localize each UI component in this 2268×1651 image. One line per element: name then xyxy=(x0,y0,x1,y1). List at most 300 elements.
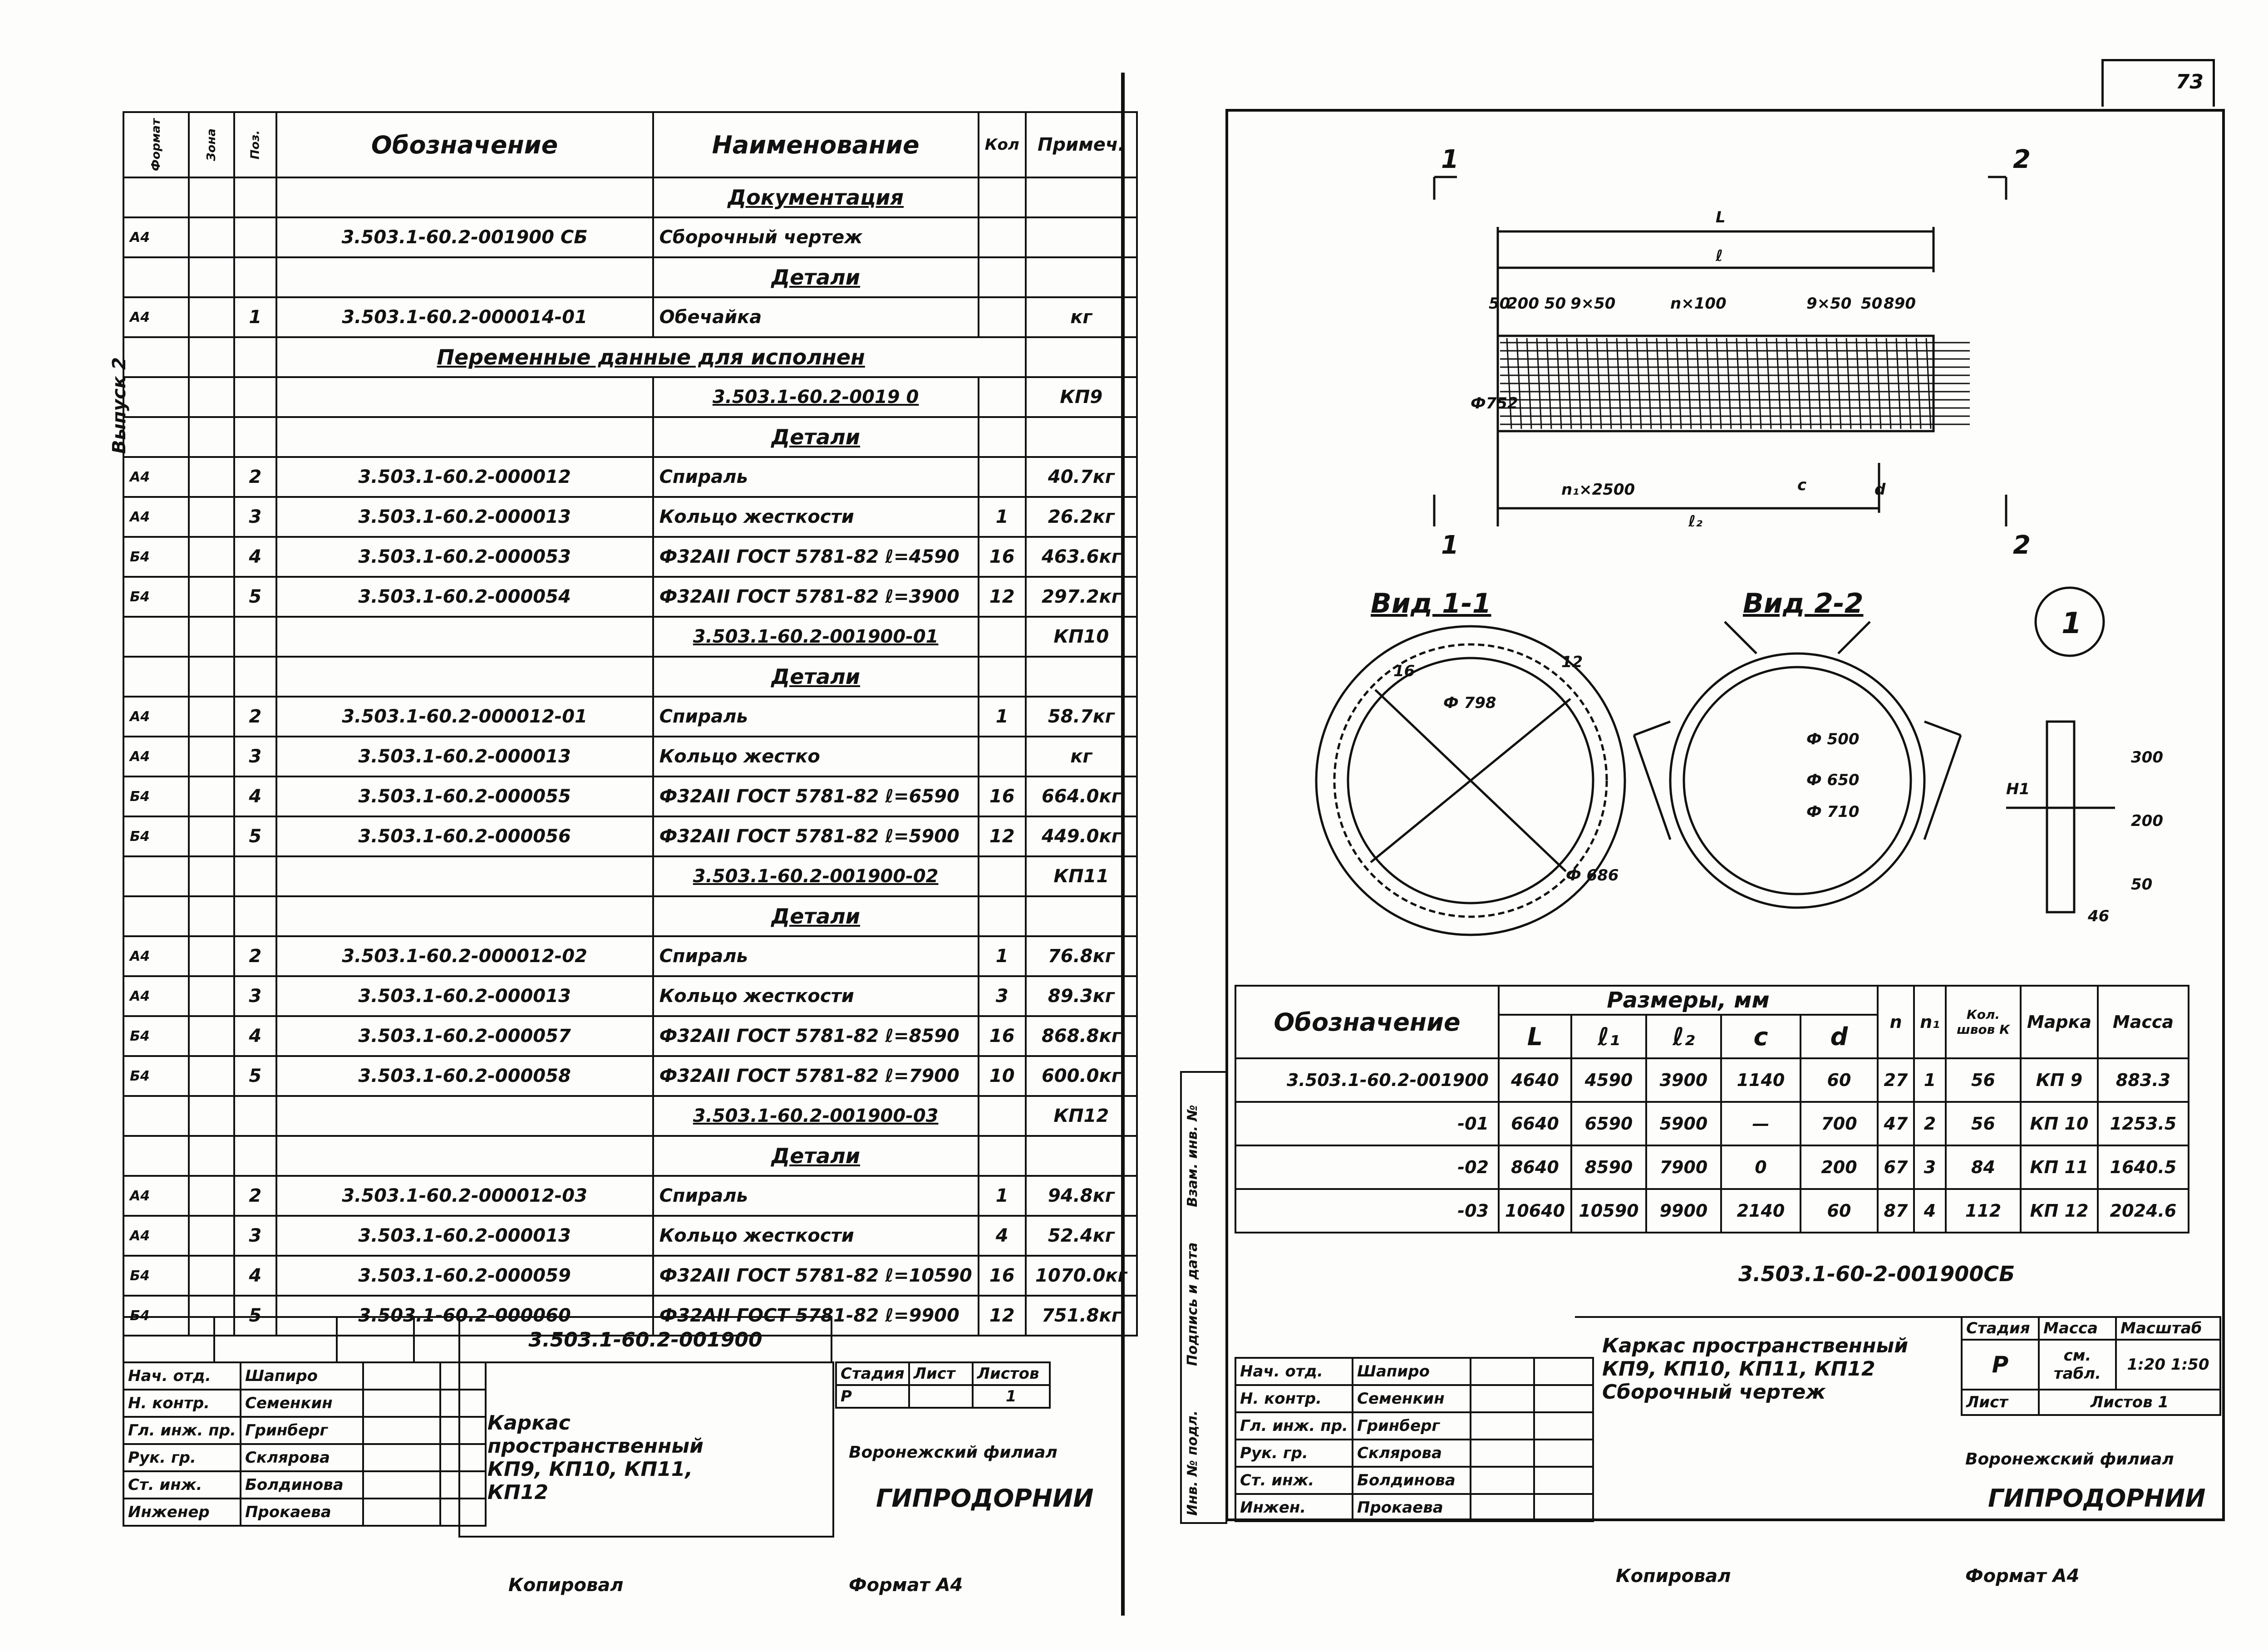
spec-pos: 2 xyxy=(234,1176,276,1216)
spec-qty xyxy=(979,737,1026,776)
left-stamp-title: Каркас пространственный КП9, КП10, КП11, КП12 xyxy=(487,1411,704,1504)
left-org2: ГИПРОДОРНИИ xyxy=(876,1484,1094,1513)
dims-cell: 60 xyxy=(1801,1058,1878,1102)
person-name: Гринберг xyxy=(1353,1412,1471,1440)
spec-qty: 1 xyxy=(979,936,1026,976)
person-role: Н. контр. xyxy=(1235,1385,1353,1412)
sheets-label: Листов xyxy=(973,1362,1050,1385)
spec-qty xyxy=(979,457,1026,497)
col-zone: Зона xyxy=(189,112,234,177)
person-role: Рук. гр. xyxy=(1235,1440,1353,1467)
drawing-label: Н1 xyxy=(2006,780,2030,798)
spec-row xyxy=(123,457,1137,497)
col-note: Примеч. xyxy=(1026,112,1137,177)
spec-note: 76.8кг xyxy=(1026,936,1137,976)
r-stage-value: Р xyxy=(1962,1340,2039,1390)
spec-note: 58.7кг xyxy=(1026,697,1137,737)
spec-row xyxy=(123,297,1137,337)
spec-row xyxy=(123,177,1137,217)
spec-row xyxy=(123,257,1137,297)
spec-row xyxy=(123,1136,1137,1176)
dims-cell: 47 xyxy=(1878,1102,1914,1145)
col-pos: Поз. xyxy=(234,112,276,177)
person-role: Ст. инж. xyxy=(123,1471,241,1499)
dims-cell: 8640 xyxy=(1499,1145,1571,1189)
sheets-value: 1 xyxy=(973,1385,1050,1408)
right-stage-block xyxy=(1961,1316,2221,1416)
spec-name: Ф32АII ГОСТ 5781-82 ℓ=10590 xyxy=(653,1256,979,1296)
dims-cell: -03 xyxy=(1235,1189,1499,1233)
spec-qty: 12 xyxy=(979,577,1026,617)
spec-qty: 3 xyxy=(979,976,1026,1016)
spec-row xyxy=(123,1256,1137,1296)
dims-cell: 6640 xyxy=(1499,1102,1571,1145)
side-strip xyxy=(1180,1071,1227,1524)
dims-col-d: d xyxy=(1801,1015,1878,1058)
spec-row xyxy=(123,976,1137,1016)
spec-name: Кольцо жесткости xyxy=(653,1216,979,1256)
signature-row xyxy=(123,1362,486,1390)
col-format: Формат xyxy=(123,112,189,177)
section-title: Детали xyxy=(653,417,979,457)
drawing-label: n×100 xyxy=(1670,295,1727,313)
spec-format: Б4 xyxy=(123,537,189,577)
dims-cell: 2 xyxy=(1914,1102,1946,1145)
dims-col-mass: Масса xyxy=(2098,986,2189,1058)
spec-row xyxy=(123,497,1137,537)
person-name: Болдинова xyxy=(241,1471,363,1499)
left-footer-copied: Копировал xyxy=(508,1575,624,1596)
drawing-label: n₁×2500 xyxy=(1561,481,1635,499)
spec-row xyxy=(123,896,1137,936)
spec-pos xyxy=(234,377,276,417)
spec-pos xyxy=(234,617,276,657)
spec-row xyxy=(123,816,1137,856)
section-title: Детали xyxy=(653,657,979,697)
spec-note: КП10 xyxy=(1026,617,1137,657)
spec-format: А4 xyxy=(123,936,189,976)
dims-cell: 1640.5 xyxy=(2098,1145,2189,1189)
spec-name: Ф32АII ГОСТ 5781-82 ℓ=4590 xyxy=(653,537,979,577)
spec-qty: 1 xyxy=(979,1176,1026,1216)
person-name: Прокаева xyxy=(241,1499,363,1526)
spec-qty xyxy=(979,377,1026,417)
r-sheets-label: Листов 1 xyxy=(2039,1390,2220,1415)
col-qty: Кол xyxy=(979,112,1026,177)
signature-row xyxy=(1235,1358,1593,1385)
dims-row xyxy=(1235,1145,2189,1189)
dims-col-c: c xyxy=(1721,1015,1801,1058)
spec-format: А4 xyxy=(123,297,189,337)
spec-note: 52.4кг xyxy=(1026,1216,1137,1256)
drawing-label: 50 xyxy=(1861,295,1883,313)
section-title: Документация xyxy=(653,177,979,217)
drawing-label: Ф 500 xyxy=(1806,730,1860,748)
view2-outer-ring xyxy=(1670,654,1924,908)
spec-name: 3.503.1-60.2-001900-02 xyxy=(653,856,979,896)
r-mass-value: см. табл. xyxy=(2039,1340,2116,1390)
person-role: Гл. инж. пр. xyxy=(1235,1412,1353,1440)
drawing-label: Ф 798 xyxy=(1443,694,1496,712)
spec-designation: 3.503.1-60.2-000012-01 xyxy=(276,697,653,737)
spec-designation: 3.503.1-60.2-000013 xyxy=(276,497,653,537)
spec-row xyxy=(123,537,1137,577)
dims-cell: 200 xyxy=(1801,1145,1878,1189)
spec-format: Б4 xyxy=(123,776,189,816)
spec-format: А4 xyxy=(123,1216,189,1256)
spec-row xyxy=(123,577,1137,617)
drawing-label: 9×50 xyxy=(1570,295,1616,313)
dims-cell: 3 xyxy=(1914,1145,1946,1189)
spec-qty: 16 xyxy=(979,537,1026,577)
spec-pos: 3 xyxy=(234,737,276,776)
spec-designation: 3.503.1-60.2-000056 xyxy=(276,816,653,856)
dims-cell: 0 xyxy=(1721,1145,1801,1189)
spec-row xyxy=(123,1216,1137,1256)
dims-cell: — xyxy=(1721,1102,1801,1145)
dims-cell: 27 xyxy=(1878,1058,1914,1102)
dims-cell: 3.503.1-60.2-001900 xyxy=(1235,1058,1499,1102)
spec-designation: 3.503.1-60.2-000013 xyxy=(276,976,653,1016)
drawing-label: 16 xyxy=(1393,662,1415,680)
drawing-label: 300 xyxy=(2131,748,2163,767)
signature-row xyxy=(1235,1467,1593,1494)
spec-name: Ф32АII ГОСТ 5781-82 ℓ=7900 xyxy=(653,1056,979,1096)
spec-pos xyxy=(234,856,276,896)
dims-col-mark: Марка xyxy=(2021,986,2098,1058)
col-designation: Обозначение xyxy=(276,112,653,177)
dims-cell: 84 xyxy=(1946,1145,2021,1189)
spec-pos: 5 xyxy=(234,1056,276,1096)
drawing-label: Ф 710 xyxy=(1806,803,1860,821)
drawing-label: c xyxy=(1797,476,1807,494)
spec-designation: 3.503.1-60.2-001900 СБ xyxy=(276,217,653,257)
spec-designation xyxy=(276,1096,653,1136)
left-stamp-title-area xyxy=(458,1361,834,1538)
specification-table xyxy=(123,111,1138,1337)
spec-name: Кольцо жестко xyxy=(653,737,979,776)
signature-row xyxy=(123,1390,486,1417)
dims-cell: 56 xyxy=(1946,1058,2021,1102)
signature-row xyxy=(123,1417,486,1444)
spec-pos: 3 xyxy=(234,976,276,1016)
spec-row xyxy=(123,1016,1137,1056)
spec-row xyxy=(123,1176,1137,1216)
drawing-label: 200 50 xyxy=(1507,295,1566,313)
spec-name: Спираль xyxy=(653,1176,979,1216)
spec-qty xyxy=(979,217,1026,257)
spec-name: Ф32АII ГОСТ 5781-82 ℓ=6590 xyxy=(653,776,979,816)
spec-qty xyxy=(979,297,1026,337)
sec-label-1: 1 xyxy=(1441,145,1459,174)
dims-cell: 1140 xyxy=(1721,1058,1801,1102)
dims-cell: 883.3 xyxy=(2098,1058,2189,1102)
spec-designation: 3.503.1-60.2-000057 xyxy=(276,1016,653,1056)
spec-designation: 3.503.1-60.2-000060 xyxy=(276,1296,653,1336)
drawing-label: 12 xyxy=(1561,653,1583,671)
spec-name: Сборочный чертеж xyxy=(653,217,979,257)
spec-format: Б4 xyxy=(123,1296,189,1336)
spec-qty: 4 xyxy=(979,1216,1026,1256)
spec-body xyxy=(123,177,1137,1336)
spec-row xyxy=(123,617,1137,657)
issue-label: Выпуск 2 xyxy=(109,357,130,454)
spec-format: Б4 xyxy=(123,1256,189,1296)
drawing-label: Ф 686 xyxy=(1566,866,1619,884)
right-stamp-code: 3.503.1-60-2-001900СБ xyxy=(1738,1262,2015,1286)
spec-format xyxy=(123,617,189,657)
dims-col-l1: ℓ₁ xyxy=(1571,1015,1646,1058)
drawing-label: 50 xyxy=(1489,295,1510,313)
spec-pos: 5 xyxy=(234,1296,276,1336)
right-footer-copied: Копировал xyxy=(1616,1566,1731,1587)
signature-row xyxy=(1235,1494,1593,1521)
sec-label-2b: 2 xyxy=(2013,531,2031,560)
spec-designation: 3.503.1-60.2-000013 xyxy=(276,1216,653,1256)
spec-designation xyxy=(276,377,653,417)
dims-cell: КП 12 xyxy=(2021,1189,2098,1233)
spec-format xyxy=(123,1096,189,1136)
spec-pos: 3 xyxy=(234,1216,276,1256)
dims-cell: 7900 xyxy=(1646,1145,1721,1189)
side-label-inv: Инв. № подл. xyxy=(1185,1410,1200,1516)
spec-name: Кольцо жесткости xyxy=(653,976,979,1016)
right-stamp-code-area xyxy=(1575,1234,2219,1318)
person-name: Склярова xyxy=(241,1444,363,1471)
dims-row xyxy=(1235,1058,2189,1102)
dims-cell: КП 9 xyxy=(2021,1058,2098,1102)
spec-row xyxy=(123,1056,1137,1096)
spec-pos: 2 xyxy=(234,936,276,976)
spec-qty: 16 xyxy=(979,1016,1026,1056)
person-name: Шапиро xyxy=(241,1362,363,1390)
spec-pos: 4 xyxy=(234,1256,276,1296)
dims-cell: 1 xyxy=(1914,1058,1946,1102)
left-stage-block xyxy=(835,1361,1051,1409)
spec-qty: 12 xyxy=(979,816,1026,856)
spec-row xyxy=(123,417,1137,457)
detail-bar xyxy=(2047,722,2074,912)
right-org1: Воронежский филиал xyxy=(1965,1450,2174,1469)
page-number-box xyxy=(2101,59,2215,107)
spec-name: Спираль xyxy=(653,457,979,497)
left-title-block xyxy=(123,1316,832,1363)
signature-row xyxy=(123,1499,486,1526)
person-role: Гл. инж. пр. xyxy=(123,1417,241,1444)
drawing-label: ℓ₂ xyxy=(1688,512,1702,531)
spec-designation xyxy=(276,856,653,896)
spec-designation: 3.503.1-60.2-000012-03 xyxy=(276,1176,653,1216)
spec-note: КП11 xyxy=(1026,856,1137,896)
person-name: Семенкин xyxy=(241,1390,363,1417)
stage-label: Стадия xyxy=(836,1362,909,1385)
spec-pos: 4 xyxy=(234,537,276,577)
variable-data-title: Переменные данные для исполнен xyxy=(276,337,1026,377)
dims-cell: -02 xyxy=(1235,1145,1499,1189)
spec-name: 3.503.1-60.2-001900-03 xyxy=(653,1096,979,1136)
spec-row xyxy=(123,776,1137,816)
spec-pos: 5 xyxy=(234,577,276,617)
dims-row xyxy=(1235,1189,2189,1233)
dims-cell: 3900 xyxy=(1646,1058,1721,1102)
spec-note: 26.2кг xyxy=(1026,497,1137,537)
dims-cell: 87 xyxy=(1878,1189,1914,1233)
person-name: Болдинова xyxy=(1353,1467,1471,1494)
spec-note: 89.3кг xyxy=(1026,976,1137,1016)
spec-note: 600.0кг xyxy=(1026,1056,1137,1096)
spec-qty xyxy=(979,856,1026,896)
dims-cell: 2024.6 xyxy=(2098,1189,2189,1233)
spec-pos xyxy=(234,1096,276,1136)
r-stage-label: Стадия xyxy=(1962,1317,2039,1340)
spec-format: Б4 xyxy=(123,577,189,617)
spec-name: Ф32АII ГОСТ 5781-82 ℓ=5900 xyxy=(653,816,979,856)
person-name: Склярова xyxy=(1353,1440,1471,1467)
person-role: Нач. отд. xyxy=(123,1362,241,1390)
spec-pos: 5 xyxy=(234,816,276,856)
dims-col-L: L xyxy=(1499,1015,1571,1058)
person-role: Инжен. xyxy=(1235,1494,1353,1521)
spec-format: А4 xyxy=(123,217,189,257)
spec-row xyxy=(123,697,1137,737)
dims-cell: 60 xyxy=(1801,1189,1878,1233)
spec-note: 463.6кг xyxy=(1026,537,1137,577)
spec-pos: 1 xyxy=(234,297,276,337)
person-name: Семенкин xyxy=(1353,1385,1471,1412)
person-role: Н. контр. xyxy=(123,1390,241,1417)
drawing-label: Ф 650 xyxy=(1806,771,1860,789)
section-title: Детали xyxy=(653,896,979,936)
spec-note: КП12 xyxy=(1026,1096,1137,1136)
stage-value: Р xyxy=(836,1385,909,1408)
spec-designation: 3.503.1-60.2-000012 xyxy=(276,457,653,497)
right-footer-format: Формат А4 xyxy=(1965,1566,2080,1587)
spec-format: А4 xyxy=(123,1176,189,1216)
r-mass-label: Масса xyxy=(2039,1317,2116,1340)
spec-row xyxy=(123,856,1137,896)
dimensions-table xyxy=(1235,985,2189,1233)
person-name: Прокаева xyxy=(1353,1494,1471,1521)
person-role: Рук. гр. xyxy=(123,1444,241,1471)
spec-format: Б4 xyxy=(123,816,189,856)
right-stamp-title: Каркас пространственный КП9, КП10, КП11, КП12 Сборочный чертеж xyxy=(1602,1334,1909,1404)
spec-designation: 3.503.1-60.2-000012-02 xyxy=(276,936,653,976)
spec-format: А4 xyxy=(123,497,189,537)
signature-row xyxy=(123,1444,486,1471)
spec-note: кг xyxy=(1026,737,1137,776)
spec-format: А4 xyxy=(123,976,189,1016)
detail-mark: 1 xyxy=(2061,607,2082,640)
spec-designation: 3.503.1-60.2-000055 xyxy=(276,776,653,816)
drawing-label: L xyxy=(1716,208,1726,226)
spec-qty xyxy=(979,617,1026,657)
signature-row xyxy=(1235,1385,1593,1412)
left-stamp-code: 3.503.1-60.2-001900 xyxy=(459,1317,831,1362)
spec-row xyxy=(123,377,1137,417)
person-role: Ст. инж. xyxy=(1235,1467,1353,1494)
sec-label-1b: 1 xyxy=(1441,531,1459,560)
spec-row xyxy=(123,936,1137,976)
spec-note: 1070.0кг xyxy=(1026,1256,1137,1296)
dims-cell: 4590 xyxy=(1571,1058,1646,1102)
dims-cell: 9900 xyxy=(1646,1189,1721,1233)
person-name: Гринберг xyxy=(241,1417,363,1444)
drawing-label: ℓ xyxy=(1716,247,1723,265)
spec-format: А4 xyxy=(123,697,189,737)
spec-designation: 3.503.1-60.2-000054 xyxy=(276,577,653,617)
spec-row xyxy=(123,1096,1137,1136)
drawing-label: 50 xyxy=(2131,875,2153,894)
drawing-label: 890 xyxy=(1884,295,1916,313)
spec-pos: 2 xyxy=(234,457,276,497)
col-name: Наименование xyxy=(653,112,979,177)
spec-note: кг xyxy=(1026,297,1137,337)
dims-cell: 67 xyxy=(1878,1145,1914,1189)
dims-cell: 2140 xyxy=(1721,1189,1801,1233)
page-number: 73 xyxy=(2175,70,2204,93)
sheet-label: Лист xyxy=(909,1362,973,1385)
section-title: Детали xyxy=(653,257,979,297)
signature-row xyxy=(1235,1440,1593,1467)
spec-designation xyxy=(276,617,653,657)
dims-col-n: n xyxy=(1878,986,1914,1058)
dims-cell: 700 xyxy=(1801,1102,1878,1145)
spec-format: Б4 xyxy=(123,1056,189,1096)
dims-cell: 56 xyxy=(1946,1102,2021,1145)
spec-pos: 2 xyxy=(234,697,276,737)
spec-qty: 16 xyxy=(979,1256,1026,1296)
spec-note: 40.7кг xyxy=(1026,457,1137,497)
spec-qty: 12 xyxy=(979,1296,1026,1336)
drawing-label: Ф752 xyxy=(1471,394,1518,413)
drawing-label: 9×50 xyxy=(1806,295,1852,313)
spec-pos xyxy=(234,217,276,257)
spec-note: КП9 xyxy=(1026,377,1137,417)
person-role: Инженер xyxy=(123,1499,241,1526)
left-people-block xyxy=(123,1361,487,1527)
spec-pos: 4 xyxy=(234,776,276,816)
dims-cell: 112 xyxy=(1946,1189,2021,1233)
right-people-block xyxy=(1235,1357,1594,1522)
spec-designation: 3.503.1-60.2-000013 xyxy=(276,737,653,776)
spec-name: Кольцо жесткости xyxy=(653,497,979,537)
spec-pos: 4 xyxy=(234,1016,276,1056)
person-name: Шапиро xyxy=(1353,1358,1471,1385)
spec-name: Ф32АII ГОСТ 5781-82 ℓ=8590 xyxy=(653,1016,979,1056)
spec-note xyxy=(1026,217,1137,257)
spec-format: Б4 xyxy=(123,1016,189,1056)
spec-format xyxy=(123,856,189,896)
dims-col-n1: n₁ xyxy=(1914,986,1946,1058)
dims-col-l2: ℓ₂ xyxy=(1646,1015,1721,1058)
spec-designation: 3.503.1-60.2-000058 xyxy=(276,1056,653,1096)
spec-note: 94.8кг xyxy=(1026,1176,1137,1216)
spec-qty: 1 xyxy=(979,697,1026,737)
spec-row xyxy=(123,737,1137,776)
dims-cell: 6590 xyxy=(1571,1102,1646,1145)
spec-row xyxy=(123,217,1137,257)
spec-note: 297.2кг xyxy=(1026,577,1137,617)
dims-cell: 8590 xyxy=(1571,1145,1646,1189)
drawing-label: 200 xyxy=(2131,812,2163,830)
signature-row xyxy=(1235,1412,1593,1440)
dims-cell: 10640 xyxy=(1499,1189,1571,1233)
drawing-label: 46 xyxy=(2088,907,2110,925)
spec-note: 664.0кг xyxy=(1026,776,1137,816)
spec-name: Обечайка xyxy=(653,297,979,337)
spec-row xyxy=(123,657,1137,697)
spec-designation: 3.503.1-60.2-000014-01 xyxy=(276,297,653,337)
